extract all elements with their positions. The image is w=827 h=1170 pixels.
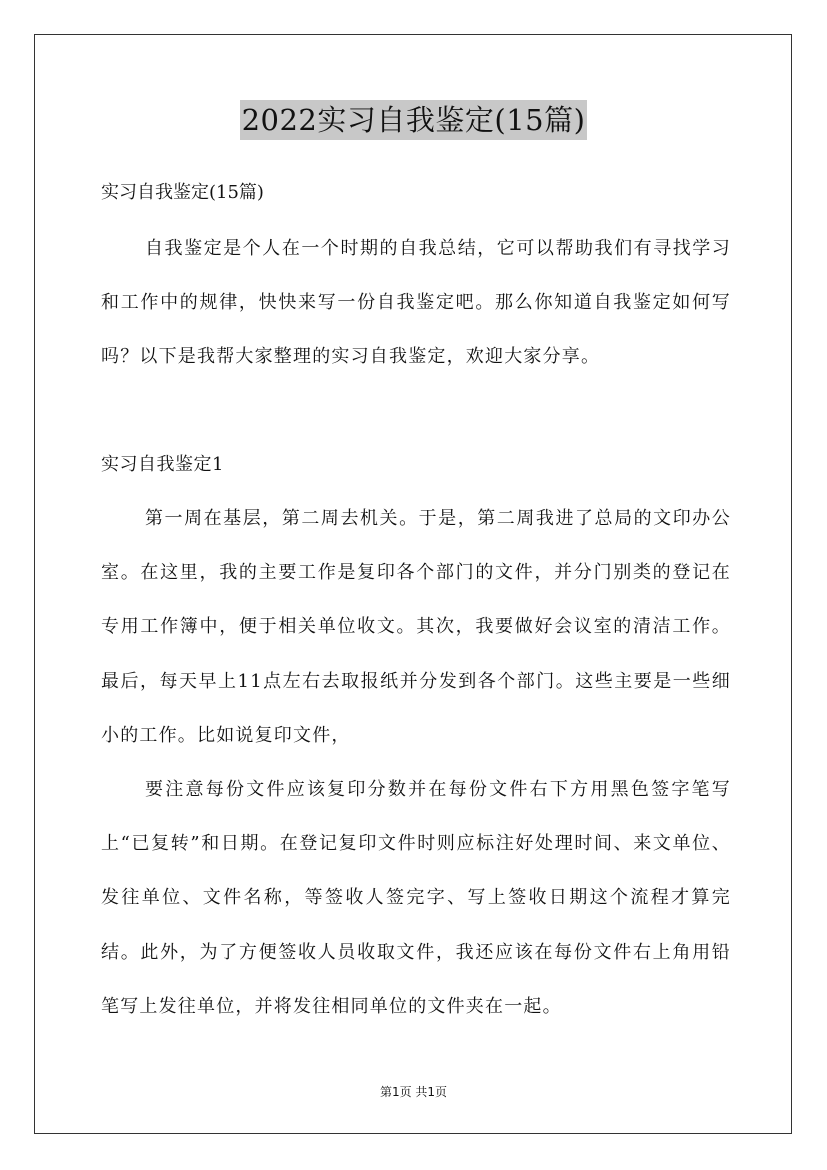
document-subtitle: 实习自我鉴定(15篇) bbox=[101, 182, 264, 203]
document-title: 2022实习自我鉴定(15篇) bbox=[240, 100, 588, 140]
title-container bbox=[0, 100, 827, 140]
intro-paragraph: 自我鉴定是个人在一个时期的自我总结，它可以帮助我们有寻找学习和工作中的规律，快快来写一份自我鉴定吧。那么你知道自我鉴定如何写吗？以下是我帮大家整理的实习自我鉴定，欢迎大家分享。 bbox=[101, 238, 731, 368]
body-paragraph-1: 第一周在基层，第二周去机关。于是，第二周我进了总局的文印办公室。在这里，我的主要工作是复印各个部门的文件，并分门别类的登记在专用工作簿中，便于相关单位收文。其次，我要做好会议室的清洁工作。最后，每天早上11点左右去取报纸并分发到各个部门。这些主要是一些细小的工作。比如说复印文件， bbox=[101, 508, 731, 746]
body-paragraph-2: 要注意每份文件应该复印分数并在每份文件右下方用黑色签字笔写上“已复转”和日期。在登记复印文件时则应标注好处理时间、来文单位、发往单位、文件名称，等签收人签完字、写上签收日期这个流程才算完结。此外，为了方便签收人员收取文件，我还应该在每份文件右上角用铅笔写上发往单位，并将发往相同单位的文件夹在一起。 bbox=[101, 779, 731, 1017]
section-heading: 实习自我鉴定1 bbox=[101, 454, 224, 475]
page-footer: 第1页 共1页 bbox=[379, 1085, 448, 1099]
